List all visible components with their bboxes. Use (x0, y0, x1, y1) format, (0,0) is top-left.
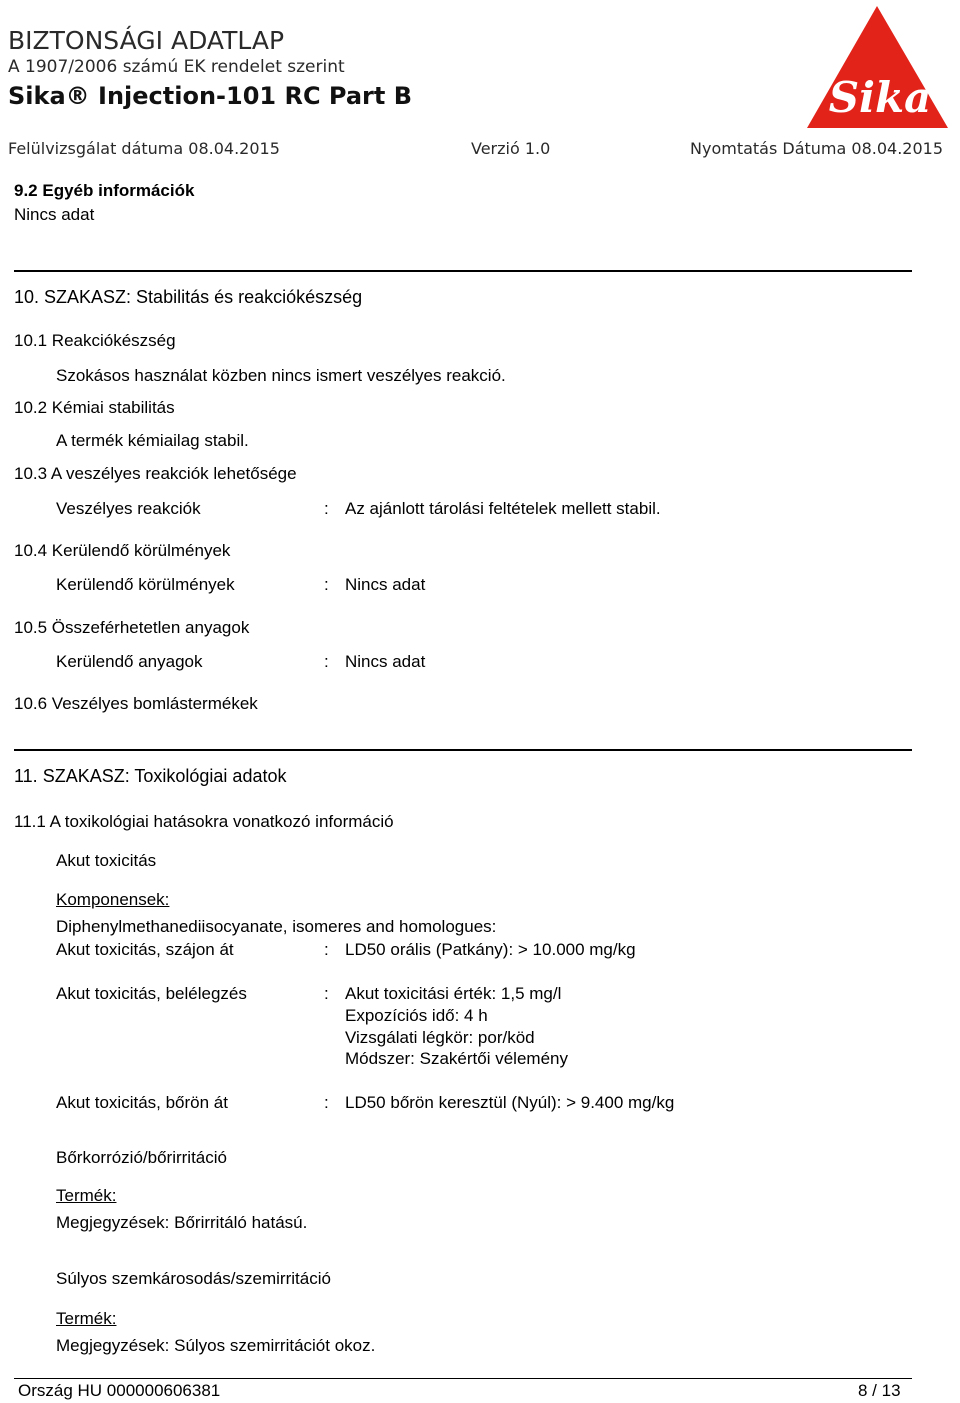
section-divider (14, 749, 912, 751)
components-label: Komponensek: (56, 890, 170, 909)
colon: : (324, 1093, 329, 1112)
document-title: BIZTONSÁGI ADATLAP (8, 26, 285, 55)
section-10-1-heading: 10.1 Reakciókészség (14, 331, 176, 350)
colon: : (324, 575, 329, 594)
eye-note: Megjegyzések: Súlyos szemirritációt okoz. (56, 1336, 376, 1355)
hazardous-reactions-label: Veszélyes reakciók (56, 499, 201, 518)
exposure-time: Expozíciós idő: 4 h (345, 1006, 488, 1025)
oral-toxicity-value: LD50 orális (Patkány): > 10.000 mg/kg (345, 940, 636, 959)
colon: : (324, 499, 329, 518)
footer-page-number: 8 / 13 (858, 1381, 901, 1400)
print-date: Nyomtatás Dátuma 08.04.2015 (690, 139, 944, 158)
section-10-2-heading: 10.2 Kémiai stabilitás (14, 398, 175, 417)
section-10-6-heading: 10.6 Veszélyes bomlástermékek (14, 694, 258, 713)
conditions-to-avoid-label: Kerülendő körülmények (56, 575, 235, 594)
method: Módszer: Szakértői vélemény (345, 1049, 568, 1068)
dermal-toxicity-label: Akut toxicitás, bőrön át (56, 1093, 228, 1112)
section-11-1-heading: 11.1 A toxikológiai hatásokra vonatkozó információ (14, 812, 394, 831)
section-9-2-heading: 9.2 Egyéb információk (14, 181, 195, 200)
inhalation-toxicity-value: Akut toxicitási érték: 1,5 mg/l (345, 984, 562, 1003)
sika-logo-graphic (805, 4, 950, 130)
footer-divider (14, 1378, 912, 1379)
section-10-3-heading: 10.3 A veszélyes reakciók lehetősége (14, 464, 297, 483)
inhalation-toxicity-label: Akut toxicitás, belélegzés (56, 984, 247, 1003)
skin-product-label: Termék: (56, 1186, 117, 1205)
eye-damage-heading: Súlyos szemkárosodás/szemirritáció (56, 1269, 331, 1288)
footer-country: Ország HU 000000606381 (18, 1381, 221, 1400)
version: Verzió 1.0 (471, 139, 551, 158)
sika-logo (805, 4, 950, 130)
section-10-1-text: Szokásos használat közben nincs ismert veszélyes reakció. (56, 366, 506, 385)
colon: : (324, 984, 329, 1003)
product-name: Sika® Injection-101 RC Part B (8, 82, 413, 110)
colon: : (324, 940, 329, 959)
materials-to-avoid-label: Kerülendő anyagok (56, 652, 203, 671)
skin-corrosion-heading: Bőrkorrózió/bőrirritáció (56, 1148, 227, 1167)
logo-text: Sika (828, 73, 932, 122)
section-9-2-text: Nincs adat (14, 205, 95, 224)
section-10-5-heading: 10.5 Összeférhetetlen anyagok (14, 618, 250, 637)
acute-toxicity-heading: Akut toxicitás (56, 851, 157, 870)
conditions-to-avoid-value: Nincs adat (345, 575, 426, 594)
test-atmosphere: Vizsgálati légkör: por/köd (345, 1028, 535, 1047)
regulation-line: A 1907/2006 számú EK rendelet szerint (8, 57, 345, 77)
section-10-4-heading: 10.4 Kerülendő körülmények (14, 541, 231, 560)
section-10-title: 10. SZAKASZ: Stabilitás és reakciókészség (14, 287, 363, 307)
section-10-2-text: A termék kémiailag stabil. (56, 431, 249, 450)
oral-toxicity-label: Akut toxicitás, szájon át (56, 940, 234, 959)
revision-date: Felülvizsgálat dátuma 08.04.2015 (8, 139, 280, 158)
component-name: Diphenylmethanediisocyanate, isomeres and homologues: (56, 917, 497, 936)
colon: : (324, 652, 329, 671)
section-divider (14, 270, 912, 272)
skin-note: Megjegyzések: Bőrirritáló hatású. (56, 1213, 308, 1232)
materials-to-avoid-value: Nincs adat (345, 652, 426, 671)
dermal-toxicity-value: LD50 bőrön keresztül (Nyúl): > 9.400 mg/kg (345, 1093, 675, 1112)
section-11-title: 11. SZAKASZ: Toxikológiai adatok (14, 766, 287, 786)
hazardous-reactions-value: Az ajánlott tárolási feltételek mellett stabil. (345, 499, 661, 518)
eye-product-label: Termék: (56, 1309, 117, 1328)
